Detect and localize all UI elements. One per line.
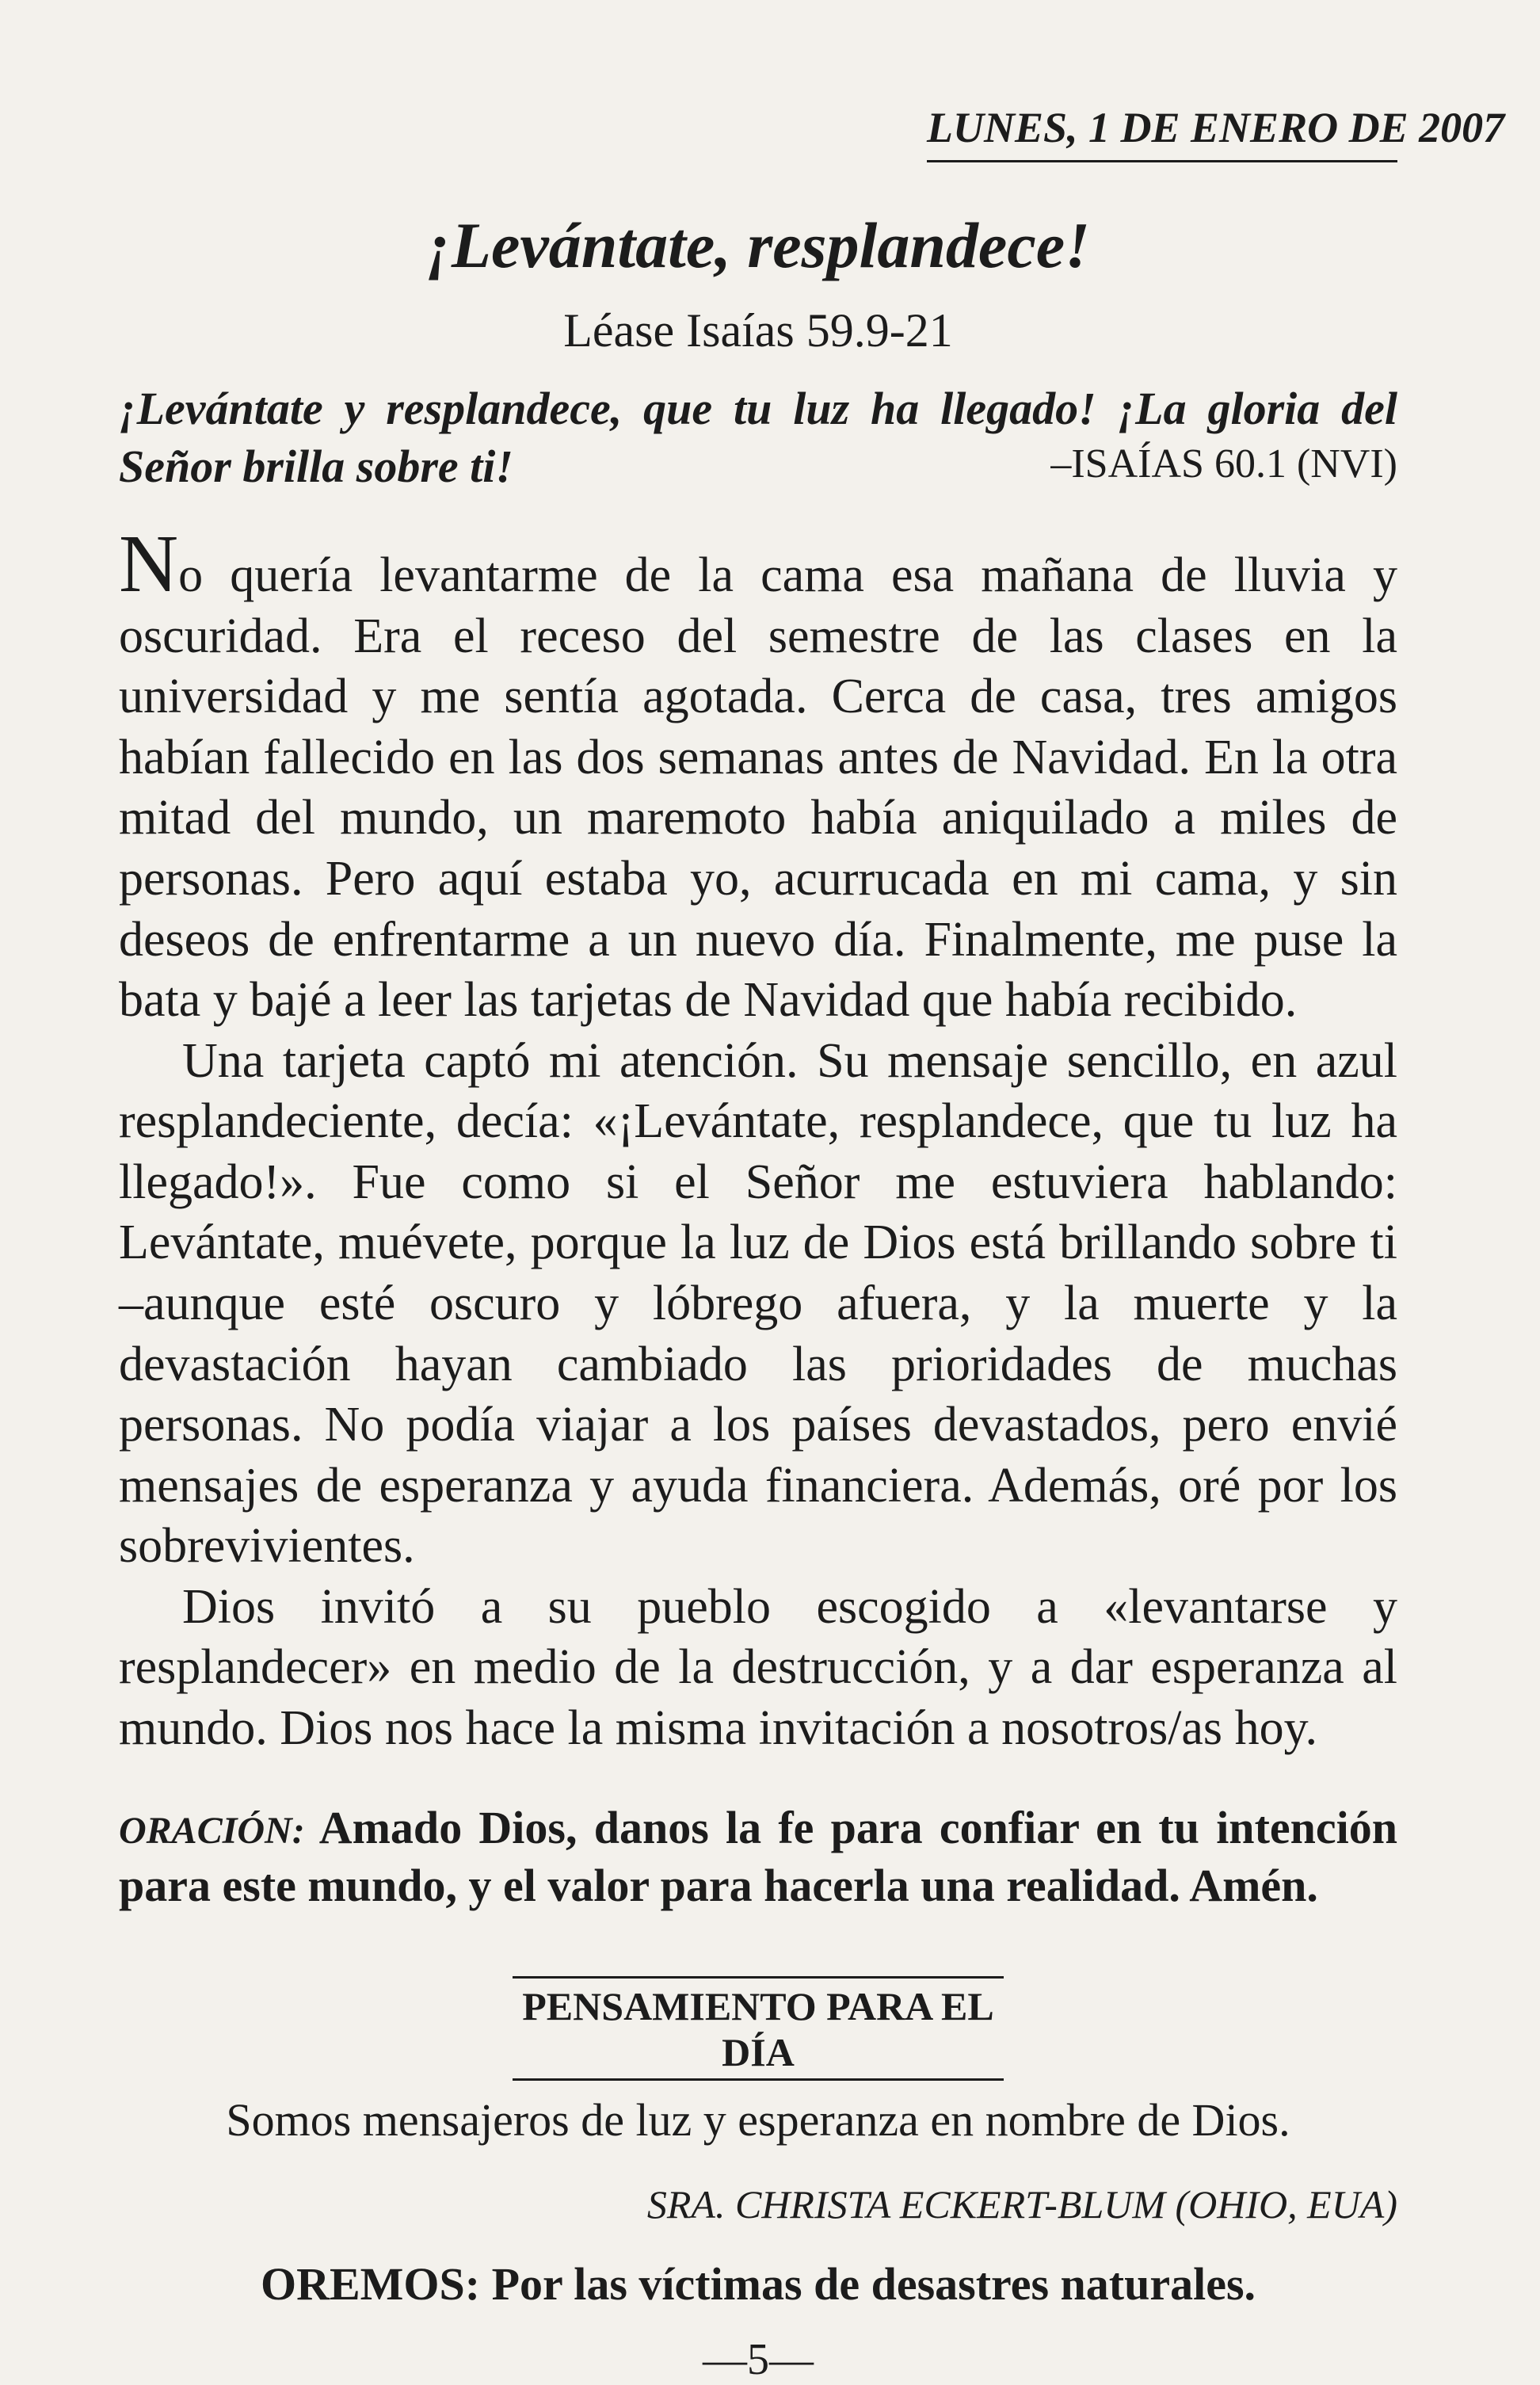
devotional-body — [119, 518, 1397, 1758]
thought-heading: PENSAMIENTO PARA EL DÍA — [513, 1976, 1004, 2081]
page-number: —5— — [703, 2335, 814, 2385]
paragraph-2: Una tarjeta captó mi atención. Su mensaje sencillo, en azul resplandeciente, decía: «¡Levántate, resplandece, que tu luz ha llegado!». Fue como si el Señor me estuviera hablando: Levántate, muévete, porque la luz de Dios está brillando sobre ti –aunque esté oscuro y lóbrego afuera, y la muerte y la devastación hayan cambiado las prioridades de muchas personas. No podía viajar a los países devastados, pero envié mensajes de esperanza y ayuda financiera. Además, oré por los sobrevivientes. — [119, 1033, 1397, 1574]
scripture-reading: Léase Isaías 59.9-21 — [563, 304, 953, 357]
page-title: ¡Levántate, resplandece! — [425, 209, 1091, 281]
drop-cap: N — [119, 518, 179, 610]
page-date-header: LUNES, 1 DE ENERO DE 2007 — [927, 103, 1397, 162]
author-credit: SRA. CHRISTA ECKERT-BLUM (OHIO, EUA) — [646, 2182, 1397, 2227]
intercession: OREMOS: Por las víctimas de desastres naturales. — [260, 2258, 1256, 2311]
prayer-label: ORACIÓN: — [119, 1810, 305, 1853]
prayer-text: Amado Dios, danos la fe para confiar en tu intención para este mundo, y el valor para hacerla una realidad. Amén. — [119, 1802, 1397, 1911]
paragraph-1-text: o quería levantarme de la cama esa mañana de lluvia y oscuridad. Era el receso del semestre de las clases en la universidad y me sentía agotada. Cerca de casa, tres amigos habían fallecido en las dos semanas antes de Navidad. En la otra mitad del mundo, un maremoto había aniquilado a miles de personas. Pero aquí estaba yo, acurrucada en mi cama, y sin deseos de enfrentarme a un nuevo día. Finalmente, me puse la bata y bajé a leer las tarjetas de Navidad que había recibido. — [119, 548, 1397, 1028]
key-verse-text: ¡Levántate y resplandece, que tu luz ha llegado! ¡La gloria del Señor brilla sobre ti! — [119, 383, 1397, 492]
key-verse-reference: –ISAÍAS 60.1 (NVI) — [1050, 441, 1397, 487]
thought-text: Somos mensajeros de luz y esperanza en nombre de Dios. — [226, 2094, 1290, 2146]
paragraph-1 — [119, 518, 1397, 1031]
paragraph-3: Dios invitó a su pueblo escogido a «levantarse y resplandecer» en medio de la destrucción, y a dar esperanza al mundo. Dios nos hace la misma invitación a nosotros/as hoy. — [119, 1579, 1397, 1755]
key-verse — [119, 380, 1397, 495]
prayer — [119, 1799, 1397, 1914]
